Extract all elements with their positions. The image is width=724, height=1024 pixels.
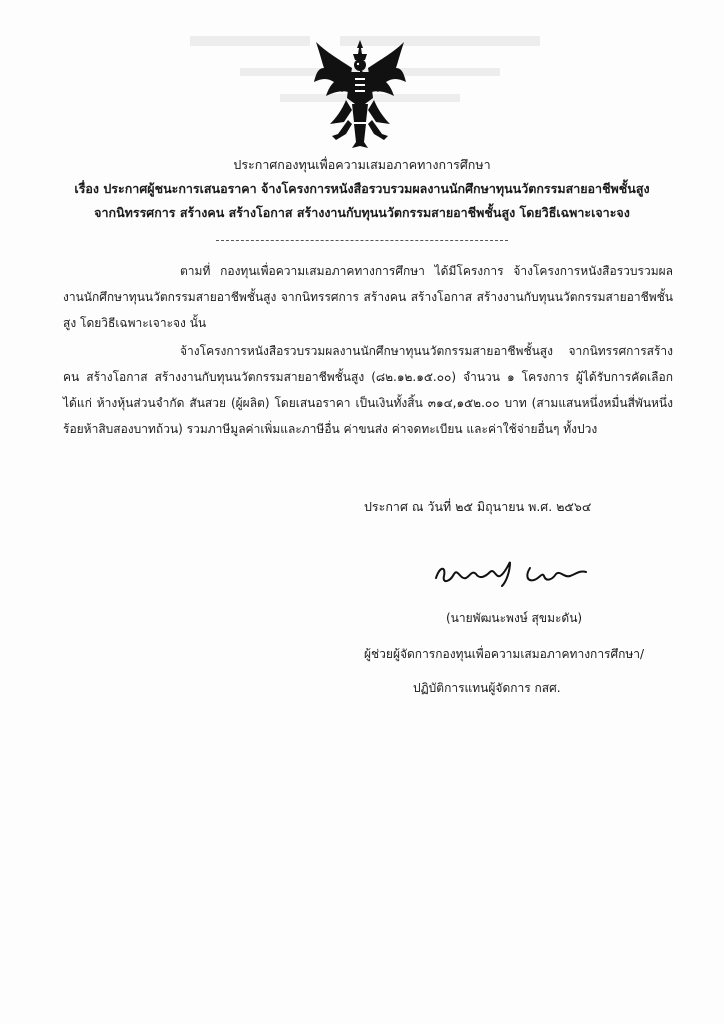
announcement-subject: เรื่อง ประกาศผู้ชนะการเสนอราคา จ้างโครงการหนังสือรวบรวมผลงานนักศึกษาทุนนวัตกรรมสายอาชีพชั้นสูง [74,181,650,196]
handwritten-signature [430,556,600,596]
body-paragraph-2: จ้างโครงการหนังสือรวบรวมผลงานนักศึกษาทุนนวัตกรรมสายอาชีพชั้นสูง จากนิทรรศการสร้างคน สร้างโอกาส สร้างงานกับทุนนวัตกรรมสายอาชีพชั้นสูง (๘๒.๑๒.๑๕.๐๐) จำนวน ๑ โครงการ ผู้ได้รับการคัดเลือก ได้แก่ ห้างหุ้นส่วนจำกัด สันสวย (ผู้ผลิต) โดยเสนอราคา เป็นเงินทั้งสิ้น ๓๑๔,๑๕๒.๐๐ บาท (สามแสนหนึ่งหมื่นสี่พันหนึ่งร้อยห้าสิบสองบาทถ้วน) รวมภาษีมูลค่าเพิ่มและภาษีอื่น ค่าขนส่ง ค่าจดทะเบียน และค่าใช้จ่ายอื่นๆ ทั้งปวง [63,344,673,436]
body-paragraph-1: ตามที่ กองทุนเพื่อความเสมอภาคทางการศึกษา ได้มีโครงการ จ้างโครงการหนังสือรวบรวมผลงานนักศึกษาทุนนวัตกรรมสายอาชีพชั้นสูง จากนิทรรศการ สร้างคน สร้างโอกาส สร้างงานกับทุนนวัตกรรมสายอาชีพชั้นสูง โดยวิธีเฉพาะเจาะจง นั้น [63,264,673,330]
announcement-subject-continued: จากนิทรรศการ สร้างคน สร้างโอกาส สร้างงานกับทุนนวัตกรรมสายอาชีพชั้นสูง โดยวิธีเฉพาะเจาะจง [94,205,630,220]
signatory-position: ผู้ช่วยผู้จัดการกองทุนเพื่อความเสมอภาคทางการศึกษา/ [364,647,645,661]
signatory-acting: ปฏิบัติการแทนผู้จัดการ กสศ. [413,681,561,695]
section-divider [216,240,508,241]
signatory-name: (นายพัฒนะพงษ์ สุขมะดัน) [446,611,583,625]
announcement-title: ประกาศกองทุนเพื่อความเสมอภาคทางการศึกษา [233,157,491,172]
announcement-date: ประกาศ ณ วันที่ ๒๕ มิถุนายน พ.ศ. ๒๕๖๔ [364,499,592,514]
garuda-emblem-icon [312,38,408,150]
